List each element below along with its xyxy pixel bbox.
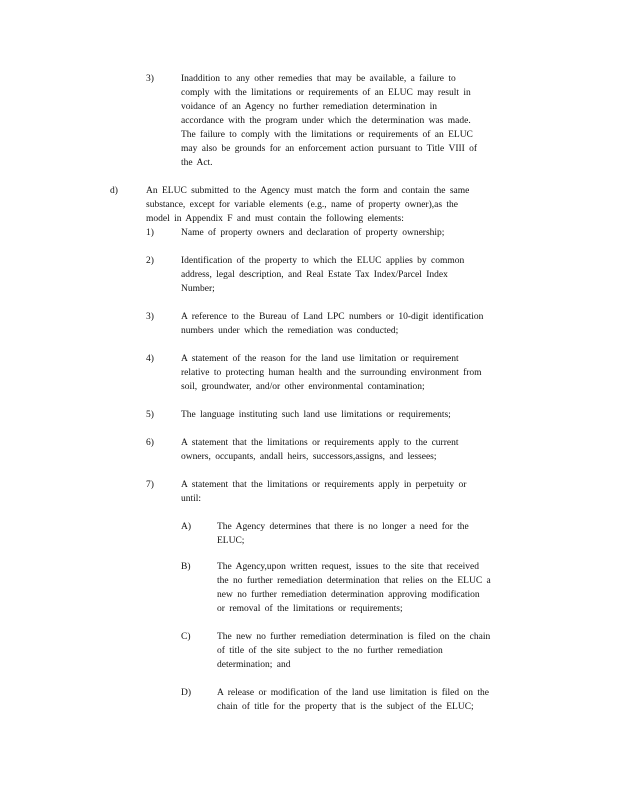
element-1-text [181,226,541,240]
element-5-text [181,408,541,422]
text-line: chain of title for the property that is the subject of the ELUC; [217,702,474,712]
element-6-number: 6) [146,438,154,448]
text-line: of title of the site subject to the no further remediation [217,646,443,656]
text-line: new no further remediation determination approving modification [217,590,480,600]
text-line: model in Appendix F and must contain the following elements: [146,214,404,224]
item-3-number: 3) [146,74,154,84]
sub-item-b-text [217,560,547,616]
text-line: A statement that the limitations or requirements apply in perpetuity or [181,480,467,490]
text-line: until: [181,494,202,504]
text-line: A statement that the limitations or requirements apply to the current [181,438,459,448]
text-line: accordance with the program under which the determination was made. [181,116,471,126]
element-2-number: 2) [146,256,154,266]
text-line: A reference to the Bureau of Land LPC numbers or 10-digit identification [181,312,484,322]
element-7-text [181,478,541,506]
text-line: numbers under which the remediation was conducted; [181,326,399,336]
text-line: A release or modification of the land use limitation is filed on the [217,688,489,698]
element-6-text [181,436,541,464]
element-3-number: 3) [146,312,154,322]
text-line: determination; and [217,660,291,670]
text-line: the no further remediation determination that relies on the ELUC a [217,576,491,586]
text-line: the Act. [181,158,213,168]
text-line: Name of property owners and declaration of property ownership; [181,228,445,238]
text-line: owners, occupants, andall heirs, successors,assigns, and lessees; [181,452,437,462]
sub-item-a-number: A) [181,522,192,532]
text-line: address, legal description, and Real Estate Tax Index/Parcel Index [181,270,448,280]
text-line: substance, except for variable elements (e.g., name of property owner),as the [146,200,459,210]
text-line: Inaddition to any other remedies that may be available, a failure to [181,74,456,84]
text-line: ELUC; [217,536,245,546]
element-5-number: 5) [146,410,154,420]
item-d-text [146,184,536,226]
sub-item-c-text [217,630,547,672]
element-3-text [181,310,541,338]
item-3-text [181,72,531,170]
text-line: Number; [181,284,215,294]
element-1-number: 1) [146,228,154,238]
sub-item-d-number: D) [181,688,192,698]
text-line: An ELUC submitted to the Agency must match the form and contain the same [146,186,470,196]
text-line: may also be grounds for an enforcement action pursuant to Title VIII of [181,144,478,154]
text-line: The failure to comply with the limitations or requirements of an ELUC [181,130,473,140]
text-line: The language instituting such land use limitations or requirements; [181,410,451,420]
text-line: The Agency,upon written request, issues to the site that received [217,562,479,572]
element-4-text [181,352,541,394]
element-7-number: 7) [146,480,154,490]
text-line: Identification of the property to which the ELUC applies by common [181,256,465,266]
text-line: The Agency determines that there is no longer a need for the [217,522,469,532]
text-line: soil, groundwater, and/or other environmental contamination; [181,382,425,392]
item-d-number: d) [110,186,118,196]
text-line: A statement of the reason for the land use limitation or requirement [181,354,459,364]
text-line: The new no further remediation determination is filed on the chain [217,632,491,642]
text-line: voidance of an Agency no further remediation determination in [181,102,438,112]
sub-item-c-number: C) [181,632,191,642]
sub-item-a-text [217,520,547,548]
text-line: comply with the limitations or requirements of an ELUC may result in [181,88,471,98]
element-4-number: 4) [146,354,154,364]
sub-item-d-text [217,686,547,714]
sub-item-b-number: B) [181,562,191,572]
element-2-text [181,254,541,296]
text-line: relative to protecting human health and the surrounding environment from [181,368,482,378]
text-line: or removal of the limitations or requirements; [217,604,403,614]
